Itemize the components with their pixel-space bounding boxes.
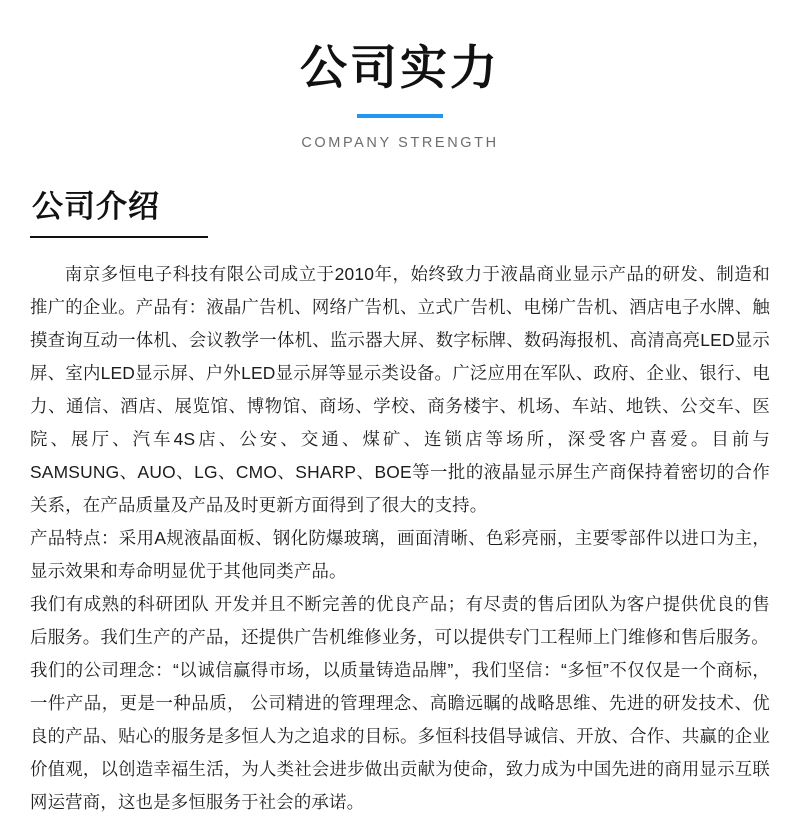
section-title: 公司介绍: [32, 189, 160, 225]
paragraph-2: 产品特点：采用A规液晶面板、钢化防爆玻璃，画面清晰、色彩亮丽，主要零部件以进口为主，显示效果和寿命明显优于其他同类产品。: [30, 528, 770, 582]
page-subtitle: COMPANY STRENGTH: [301, 135, 499, 152]
title-underline-accent: [357, 114, 443, 118]
section-title-underline: [30, 236, 208, 238]
paragraph-4: 我们的公司理念：“以诚信赢得市场，以质量铸造品牌”，我们坚信：“多恒”不仅仅是一个商标，一件产品，更是一种品质， 公司精进的管理理念、高瞻远瞩的战略思维、先进的研发技术、优良的产品、贴心的服务是多恒人为之追求的目标。多恒科技倡导诚信、开放、合作、共赢的企业价值观，以创造幸福生活，为人类社会进步做出贡献为使命，致力成为中国先进的商用显示互联网运营商，这也是多恒服务于社会的承诺。: [30, 660, 770, 813]
paragraph-3: 我们有成熟的科研团队 开发并且不断完善的优良产品；有尽责的售后团队为客户提供优良的售后服务。我们生产的产品，还提供广告机维修业务，可以提供专门工程师上门维修和售后服务。: [30, 594, 770, 648]
hero-banner: [30, 0, 770, 151]
paragraph-1: 南京多恒电子科技有限公司成立于2010年，始终致力于液晶商业显示产品的研发、制造和推广的企业。产品有：液晶广告机、网络广告机、立式广告机、电梯广告机、酒店电子水牌、触摸查询互动一体机、会议教学一体机、监示器大屏、数字标牌、数码海报机、高清高亮LED显示屏、室内LED显示屏、户外LED显示屏等显示类设备。广泛应用在军队、政府、企业、银行、电力、通信、酒店、展览馆、博物馆、商场、学校、商务楼宇、机场、车站、地铁、公交车、医院、展厅、汽车4S店、公安、交通、煤矿、连锁店等场所，深受客户喜爱。目前与SAMSUNG、AUO、LG、CMO、SHARP、BOE等一批的液晶显示屏生产商保持着密切的合作关系，在产品质量及产品及时更新方面得到了很大的支持。: [30, 264, 770, 516]
company-intro-body: [30, 258, 770, 819]
page-title: 公司实力: [300, 41, 500, 94]
company-intro-section: [30, 181, 770, 819]
